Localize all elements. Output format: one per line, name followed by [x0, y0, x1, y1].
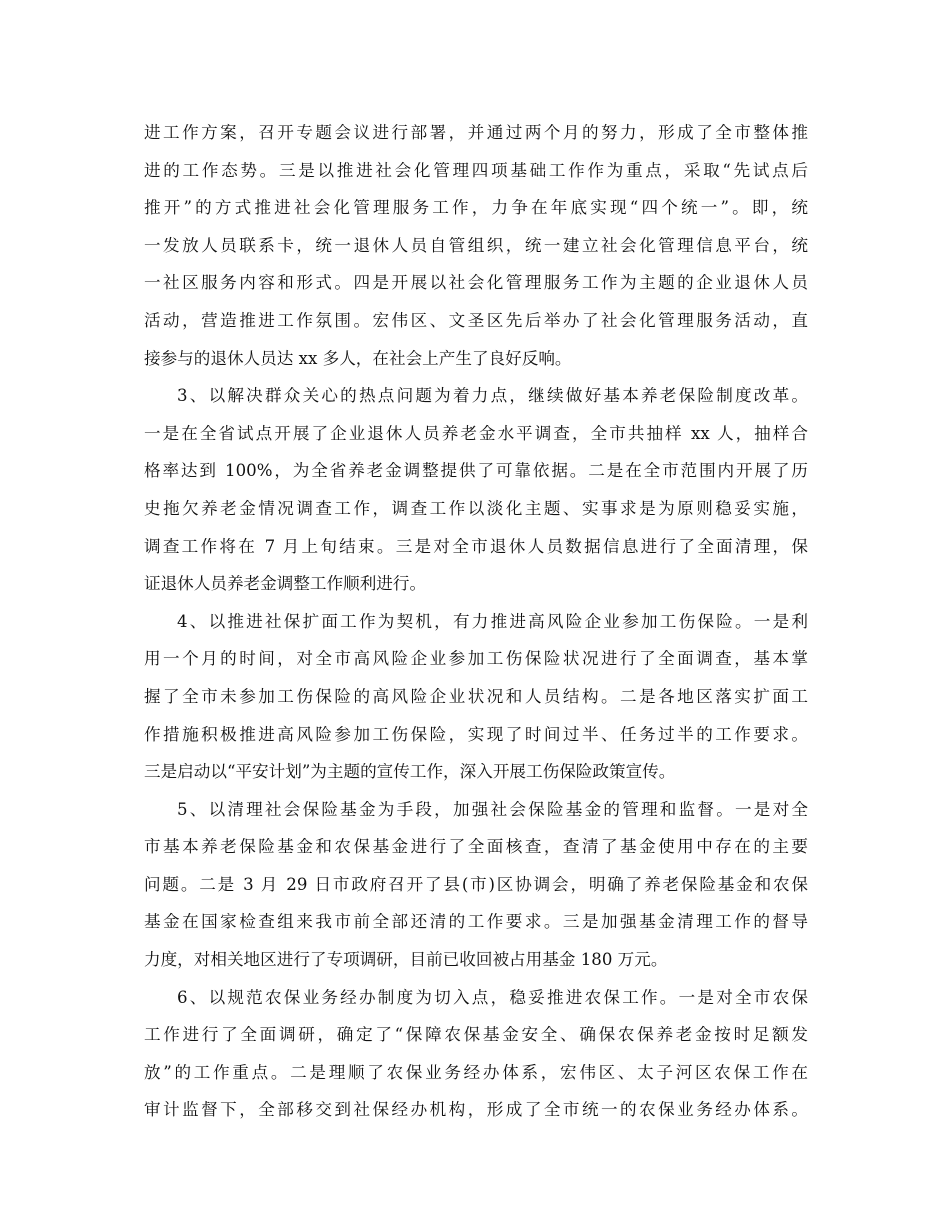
paragraph-first-line: 3、以解决群众关心的热点问题为着力点，继续做好基本养老保险制度改革。 [177, 386, 808, 406]
text-line: 力度，对相关地区进行了专项调研，目前已收回被占用基金 180 万元。 [144, 950, 668, 970]
text-line: 作措施积极推进高风险参加工伤保险，实现了时间过半、任务过半的工作要求。 [144, 724, 808, 744]
paragraph-first-line: 6、以规范农保业务经办制度为切入点，稳妥推进农保工作。一是对全市农保 [177, 987, 808, 1007]
text-line: 格率达到 100%，为全省养老金调整提供了可靠依据。二是在全市范围内开展了历 [144, 461, 808, 481]
text-line: 证退休人员养老金调整工作顺利进行。 [144, 574, 427, 594]
text-line: 调查工作将在 7 月上旬结束。三是对全市退休人员数据信息进行了全面清理，保 [144, 536, 808, 556]
paragraph-first-line: 4、以推进社保扩面工作为契机，有力推进高风险企业参加工伤保险。一是利 [177, 611, 808, 631]
text-line: 推开”的方式推进社会化管理服务工作，力争在年底实现“四个统一”。即，统 [144, 198, 808, 218]
text-line: 一社区服务内容和形式。四是开展以社会化管理服务工作为主题的企业退休人员 [144, 273, 808, 293]
text-line: 握了全市未参加工伤保险的高风险企业状况和人员结构。二是各地区落实扩面工 [144, 686, 808, 706]
text-line: 一发放人员联系卡，统一退休人员自管组织，统一建立社会化管理信息平台，统 [144, 235, 808, 255]
text-line: 审计监督下，全部移交到社保经办机构，形成了全市统一的农保业务经办体系。 [144, 1100, 808, 1120]
text-line: 一是在全省试点开展了企业退休人员养老金水平调查，全市共抽样 xx 人，抽样合 [144, 423, 808, 443]
text-line: 基金在国家检查组来我市前全部还清的工作要求。三是加强基金清理工作的督导 [144, 912, 808, 932]
text-line: 史拖欠养老金情况调查工作，调查工作以淡化主题、实事求是为原则稳妥实施， [144, 498, 808, 518]
paragraph-first-line: 5、以清理社会保险基金为手段，加强社会保险基金的管理和监督。一是对全 [177, 799, 808, 819]
text-line: 三是启动以“平安计划”为主题的宣传工作，深入开展工伤保险政策宣传。 [144, 762, 676, 782]
text-line: 放”的工作重点。二是理顺了农保业务经办体系，宏伟区、太子河区农保工作在 [144, 1062, 808, 1082]
text-line: 工作进行了全面调研，确定了“保障农保基金安全、确保农保养老金按时足额发 [144, 1025, 808, 1045]
document-body [144, 114, 808, 1129]
text-line: 进的工作态势。三是以推进社会化管理四项基础工作作为重点，采取“先试点后 [144, 160, 808, 180]
text-line: 进工作方案，召开专题会议进行部署，并通过两个月的努力，形成了全市整体推 [144, 123, 808, 142]
text-line: 接参与的退休人员达 xx 多人，在社会上产生了良好反响。 [144, 348, 572, 368]
text-line: 用一个月的时间，对全市高风险企业参加工伤保险状况进行了全面调查，基本掌 [144, 649, 808, 669]
text-line: 问题。二是 3 月 29 日市政府召开了县(市)区协调会，明确了养老保险基金和农保 [144, 874, 808, 894]
text-line: 活动，营造推进工作氛围。宏伟区、文圣区先后举办了社会化管理服务活动，直 [144, 310, 808, 330]
text-line: 市基本养老保险基金和农保基金进行了全面核查，查清了基金使用中存在的主要 [144, 837, 808, 857]
